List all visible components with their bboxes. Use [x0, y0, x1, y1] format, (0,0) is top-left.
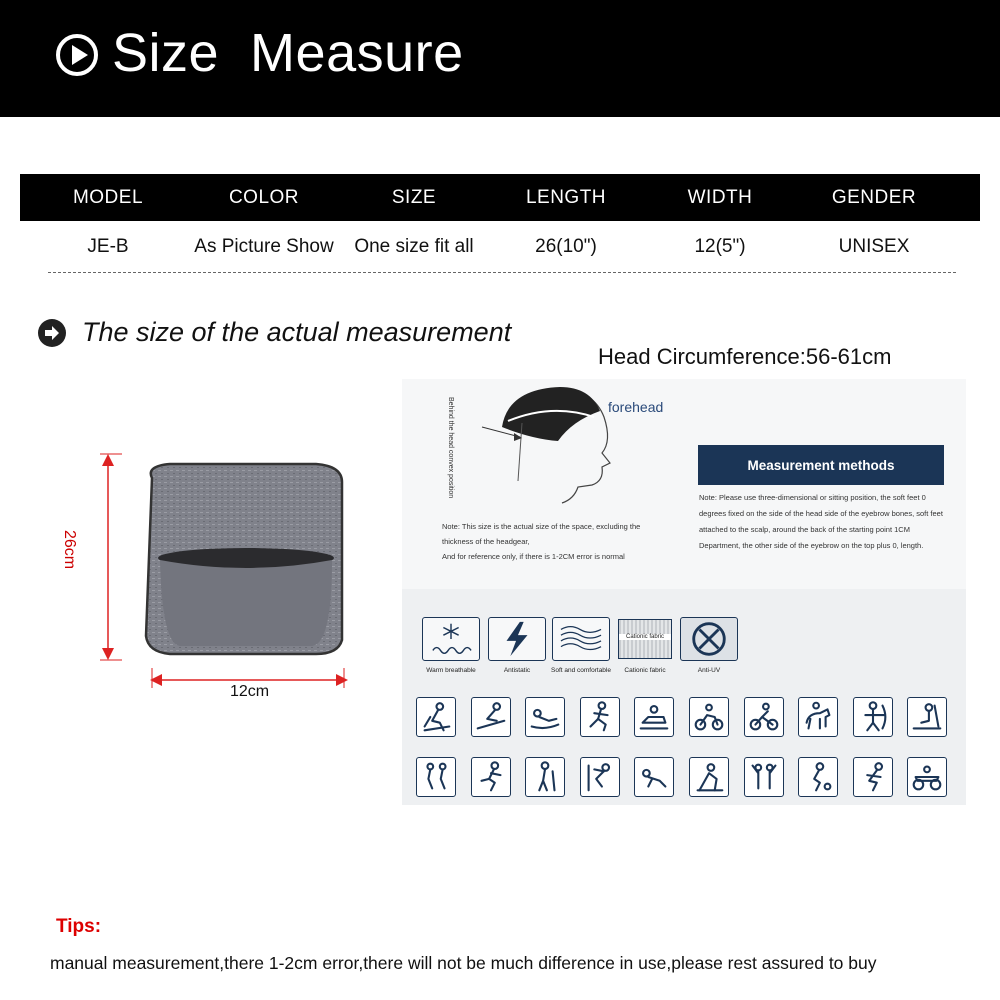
ice-fishing-icon — [907, 697, 947, 737]
header-width: WIDTH — [687, 186, 753, 208]
climbing-icon — [580, 757, 620, 797]
header-length: LENGTH — [525, 186, 607, 208]
anti-uv-icon — [680, 617, 738, 661]
measurement-panel — [402, 379, 966, 805]
motorcycle-icon — [689, 697, 729, 737]
feature-label: Soft and comfortable — [551, 667, 611, 674]
spec-table-row — [20, 224, 980, 270]
trekking-icon — [525, 757, 565, 797]
value-model: JE-B — [87, 236, 129, 257]
value-length: 26(10") — [535, 236, 597, 257]
fabric-box-text: Cationic fabric — [619, 634, 671, 640]
note-left — [442, 519, 682, 564]
mountaineering-icon — [689, 757, 729, 797]
forehead-label: forehead — [608, 399, 664, 415]
value-size: One size fit all — [354, 236, 474, 257]
skating-speed-icon — [853, 757, 893, 797]
note-line: thickness of the headgear, — [442, 537, 530, 546]
head-circumference: Head Circumference:56-61cm — [598, 344, 892, 369]
feature-label: Cationic fabric — [624, 667, 666, 674]
sledding-icon — [525, 697, 565, 737]
running-icon — [471, 757, 511, 797]
dashed-divider — [48, 272, 956, 273]
value-width: 12(5") — [694, 236, 746, 257]
methods-note: Note: Please use three-dimensional or sitting position, the soft feet 0 degrees fixed on the side of the head side of the eyebrow bones, soft feet attached to the scalp, around the back of the starting point 1CM Department, the other side of the eyebrow on the top plus 0, length. — [699, 493, 943, 550]
feature-label: Antistatic — [503, 667, 531, 674]
tips-text: manual measurement,there 1-2cm error,there will not be much difference in use,please rest assured to buy — [50, 953, 877, 973]
spec-table-header — [20, 174, 980, 221]
note-line: And for reference only, if there is 1-2CM error is normal — [442, 552, 625, 561]
top-banner — [0, 0, 1000, 117]
note-line: Note: This size is the actual size of the space, excluding the — [442, 522, 641, 531]
page-title: Size Measure — [112, 23, 464, 83]
value-color: As Picture Show — [194, 236, 334, 257]
headband-image — [80, 440, 380, 700]
skiing-icon — [416, 697, 456, 737]
cycling-icon — [744, 697, 784, 737]
header-size: SIZE — [391, 186, 437, 208]
atv-icon — [907, 757, 947, 797]
header-gender: GENDER — [831, 186, 917, 208]
section-title: The size of the actual measurement — [82, 317, 512, 347]
vertical-note: Behind the head convex position — [447, 397, 454, 499]
waves-icon — [552, 617, 610, 661]
crawling-icon — [634, 757, 674, 797]
hiking-icon — [416, 757, 456, 797]
header-color: COLOR — [228, 186, 300, 208]
snowmobile-icon — [634, 697, 674, 737]
archery-icon — [853, 697, 893, 737]
snowflake-icon — [422, 617, 480, 661]
value-gender: UNISEX — [838, 236, 910, 257]
horse-riding-icon — [798, 697, 838, 737]
headband-width-label: 12cm — [230, 683, 270, 700]
arrow-right-circle-icon — [38, 319, 66, 347]
football-icon — [798, 757, 838, 797]
headband-length-label: 26cm — [61, 530, 78, 570]
cheering-icon — [744, 757, 784, 797]
fabric-icon — [618, 619, 672, 659]
tips-label: Tips: — [56, 916, 102, 937]
header-model: MODEL — [72, 186, 144, 208]
play-circle-icon — [55, 33, 99, 77]
lightning-icon — [488, 617, 546, 661]
head-profile-icon — [462, 381, 622, 511]
feature-label: Anti-UV — [697, 667, 721, 674]
snowboard-icon — [471, 697, 511, 737]
skating-icon — [580, 697, 620, 737]
feature-label: Warm breathable — [426, 667, 476, 674]
methods-title: Measurement methods — [698, 445, 944, 485]
